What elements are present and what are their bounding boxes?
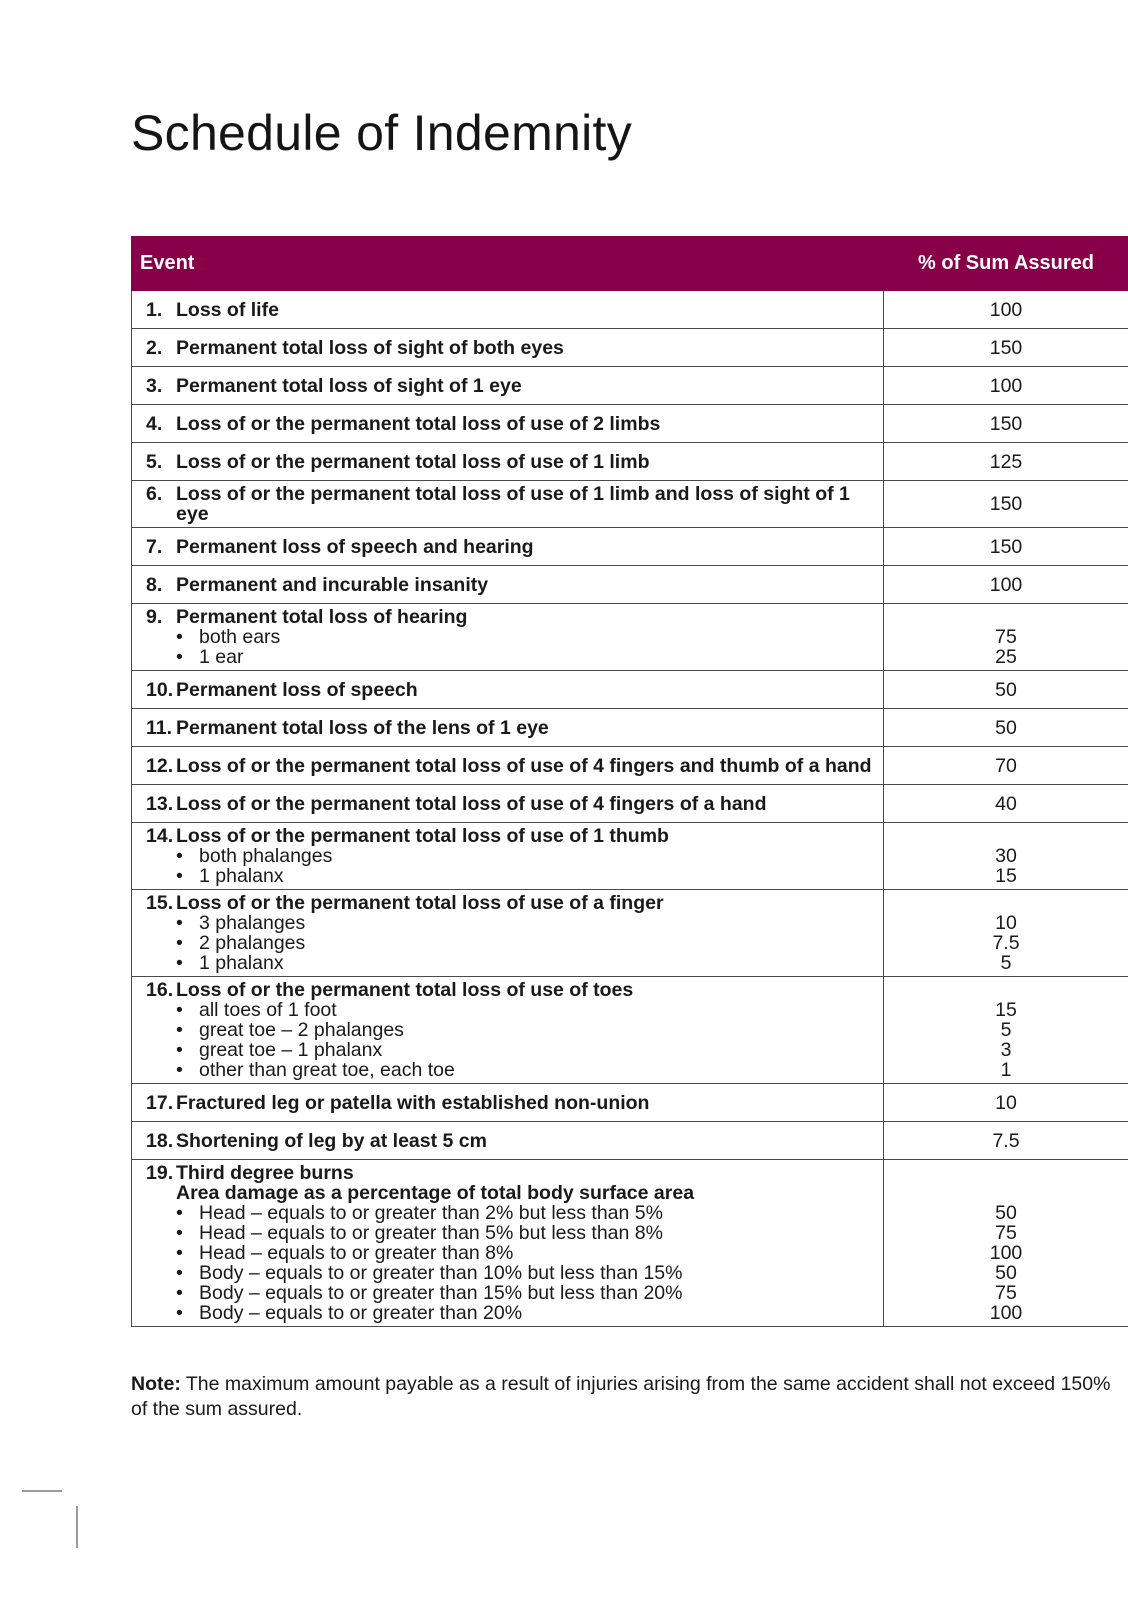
event-title: [146, 1163, 875, 1183]
percent-value: 100: [989, 374, 1023, 397]
list-item: • great toe – 1 phalanx: [176, 1040, 875, 1060]
percent-value: 75: [995, 626, 1017, 648]
event-cell: [132, 709, 884, 747]
event-number: 17.: [146, 1091, 174, 1114]
table-row: [132, 747, 1128, 785]
list-item: • 3 phalanges: [176, 913, 875, 933]
event-cell: [132, 405, 884, 443]
table-row: [132, 367, 1128, 405]
percent-cell: [884, 890, 1128, 977]
list-item: • other than great toe, each toe: [176, 1060, 875, 1080]
percent-cell: [884, 481, 1128, 528]
table-row: [132, 329, 1128, 367]
event-text: Permanent total loss of sight of 1 eye: [176, 374, 522, 397]
page-title: Schedule of Indemnity: [131, 105, 633, 161]
percent-cell: [884, 785, 1128, 823]
list-item: • Body – equals to or greater than 15% but less than 20%: [176, 1283, 875, 1303]
table-row: [132, 481, 1128, 528]
table-row: [132, 890, 1128, 977]
percent-cell: [884, 528, 1128, 566]
event-cell: [132, 977, 884, 1084]
percent-value: 7.5: [992, 932, 1020, 954]
list-item: • both ears: [176, 627, 875, 647]
list-item: • Head – equals to or greater than 2% but less than 5%: [176, 1203, 875, 1223]
event-cell: [132, 823, 884, 890]
event-title: [146, 893, 875, 913]
table-row: [132, 528, 1128, 566]
percent-cell: [884, 443, 1128, 481]
event-cell: [132, 1160, 884, 1327]
event-title: [146, 300, 875, 320]
list-item: • Head – equals to or greater than 8%: [176, 1243, 875, 1263]
percent-value: 3: [1000, 1039, 1012, 1061]
percent-value: 10: [995, 912, 1017, 934]
percent-value: 150: [989, 493, 1023, 515]
event-title: [146, 607, 875, 627]
event-title: [146, 338, 875, 358]
event-text: Permanent loss of speech and hearing: [176, 535, 534, 558]
table-row: [132, 977, 1128, 1084]
event-number: 16.: [146, 979, 174, 1001]
table-row: [132, 405, 1128, 443]
event-cell: [132, 747, 884, 785]
event-number: 12.: [146, 754, 174, 777]
event-text: Loss of or the permanent total loss of use of toes: [176, 979, 634, 1001]
event-title: [146, 756, 875, 776]
event-cell: [132, 604, 884, 671]
percent-cell: [884, 604, 1128, 671]
percent-spacer: [888, 1183, 1124, 1203]
event-cell: [132, 329, 884, 367]
table-body: [132, 291, 1128, 1327]
percent-value: 150: [989, 336, 1023, 359]
percent-cell: [884, 1160, 1128, 1327]
percent-spacer: [888, 826, 1124, 846]
event-cell: [132, 1084, 884, 1122]
event-title: [146, 414, 875, 434]
event-text: Permanent total loss of the lens of 1 eye: [176, 716, 549, 739]
event-cell: [132, 785, 884, 823]
table-row: [132, 1122, 1128, 1160]
event-cell: [132, 528, 884, 566]
table-row: [132, 566, 1128, 604]
percent-value: 10: [995, 1091, 1017, 1114]
event-text: Loss of or the permanent total loss of use of 4 fingers of a hand: [176, 792, 767, 815]
percent-cell: [884, 329, 1128, 367]
event-number: 10.: [146, 678, 174, 701]
table-header-row: [132, 237, 1128, 291]
event-cell: [132, 890, 884, 977]
event-number: 7.: [146, 535, 163, 558]
percent-spacer: [888, 607, 1124, 627]
table-row: [132, 291, 1128, 329]
percent-cell: [884, 405, 1128, 443]
event-title: [146, 484, 875, 524]
percent-value: 15: [995, 999, 1017, 1021]
percent-value: 50: [995, 678, 1017, 701]
event-text: Permanent loss of speech: [176, 678, 418, 701]
event-text: Loss of or the permanent total loss of use of a finger: [176, 892, 664, 914]
percent-value: 5: [1000, 952, 1012, 974]
event-text: Loss of or the permanent total loss of use of 1 limb: [176, 450, 650, 473]
percent-spacer: [888, 980, 1124, 1000]
percent-value: 150: [989, 412, 1023, 435]
event-text: Loss of or the permanent total loss of use of 1 limb and loss of sight of 1 eye: [176, 483, 850, 525]
event-number: 5.: [146, 450, 163, 473]
percent-value: 40: [995, 792, 1017, 815]
percent-spacer: [888, 893, 1124, 913]
percent-value: 100: [989, 1242, 1023, 1264]
event-number: 18.: [146, 1129, 174, 1152]
percent-value: 50: [995, 1202, 1017, 1224]
event-number: 15.: [146, 892, 174, 914]
table-row: [132, 823, 1128, 890]
list-item: • 1 phalanx: [176, 953, 875, 973]
event-cell: [132, 291, 884, 329]
percent-cell: [884, 1084, 1128, 1122]
percent-value: 70: [995, 754, 1017, 777]
event-cell: [132, 1122, 884, 1160]
percent-cell: [884, 1122, 1128, 1160]
note-text: The maximum amount payable as a result of injuries arising from the same accident shall not exceed 150% of the sum assured.: [131, 1373, 1111, 1420]
percent-value: 75: [995, 1282, 1017, 1304]
table-row: [132, 443, 1128, 481]
percent-cell: [884, 671, 1128, 709]
list-item: • great toe – 2 phalanges: [176, 1020, 875, 1040]
footer-dash-divider: [22, 1490, 62, 1492]
event-text: Permanent total loss of hearing: [176, 606, 468, 628]
event-text: Fractured leg or patella with established non-union: [176, 1091, 650, 1114]
event-sublist: [146, 1203, 875, 1323]
event-sublist: [146, 846, 875, 886]
event-text: Third degree burns: [176, 1162, 354, 1184]
header-percent: % of Sum Assured: [884, 237, 1128, 291]
event-number: 19.: [146, 1162, 174, 1184]
event-number: 9.: [146, 606, 163, 628]
percent-value: 100: [989, 1302, 1023, 1324]
percent-cell: [884, 291, 1128, 329]
percent-value: 50: [995, 1262, 1017, 1284]
event-cell: [132, 671, 884, 709]
event-title: [146, 452, 875, 472]
event-title: [146, 575, 875, 595]
table-row: [132, 1160, 1128, 1327]
list-item: • all toes of 1 foot: [176, 1000, 875, 1020]
event-cell: [132, 367, 884, 405]
event-title: [146, 1131, 875, 1151]
event-title: [146, 980, 875, 1000]
event-text: Loss of or the permanent total loss of use of 2 limbs: [176, 412, 661, 435]
list-item: • 2 phalanges: [176, 933, 875, 953]
percent-value: 50: [995, 716, 1017, 739]
event-text: Loss of or the permanent total loss of use of 1 thumb: [176, 825, 669, 847]
event-text: Permanent and incurable insanity: [176, 573, 489, 596]
percent-value: 100: [989, 298, 1023, 321]
event-title: [146, 718, 875, 738]
percent-value: 30: [995, 845, 1017, 867]
table-row: [132, 709, 1128, 747]
event-cell: [132, 481, 884, 528]
percent-value: 25: [995, 646, 1017, 668]
percent-value: 125: [989, 450, 1023, 473]
percent-value: 150: [989, 535, 1023, 558]
list-item: • 1 phalanx: [176, 866, 875, 886]
percent-value: 1: [1000, 1059, 1012, 1081]
percent-value: 100: [989, 573, 1023, 596]
event-title: [146, 826, 875, 846]
event-sublist: [146, 627, 875, 667]
list-item: • Body – equals to or greater than 10% but less than 15%: [176, 1263, 875, 1283]
event-number: 6.: [146, 483, 163, 505]
event-text: Permanent total loss of sight of both eyes: [176, 336, 564, 359]
list-item: • Body – equals to or greater than 20%: [176, 1303, 875, 1323]
list-item: • both phalanges: [176, 846, 875, 866]
event-number: 3.: [146, 374, 163, 397]
table-row: [132, 785, 1128, 823]
event-number: 2.: [146, 336, 163, 359]
event-cell: [132, 443, 884, 481]
percent-cell: [884, 367, 1128, 405]
event-title: [146, 1093, 875, 1113]
note: [131, 1372, 1111, 1422]
percent-value: 7.5: [992, 1129, 1020, 1152]
percent-value: 5: [1000, 1019, 1012, 1041]
event-sublist: [146, 1000, 875, 1080]
event-cell: [132, 566, 884, 604]
event-title: [146, 680, 875, 700]
event-subheading: Area damage as a percentage of total body surface area: [176, 1182, 695, 1204]
percent-value: 15: [995, 865, 1017, 887]
header-event: Event: [132, 237, 884, 291]
percent-cell: [884, 823, 1128, 890]
list-item: • Head – equals to or greater than 5% but less than 8%: [176, 1223, 875, 1243]
note-label: Note:: [131, 1373, 181, 1395]
event-number: 1.: [146, 298, 163, 321]
percent-cell: [884, 977, 1128, 1084]
event-sublist: [146, 913, 875, 973]
event-number: 11.: [146, 716, 173, 739]
percent-value: 75: [995, 1222, 1017, 1244]
list-item: • 1 ear: [176, 647, 875, 667]
percent-cell: [884, 709, 1128, 747]
indemnity-table: [131, 236, 1128, 1327]
event-title: [146, 376, 875, 396]
event-text: Loss of or the permanent total loss of use of 4 fingers and thumb of a hand: [176, 754, 872, 777]
event-number: 13.: [146, 792, 174, 815]
event-text: Loss of life: [176, 298, 279, 321]
event-number: 8.: [146, 573, 163, 596]
footer-vertical-divider: [76, 1506, 78, 1548]
percent-cell: [884, 747, 1128, 785]
percent-spacer: [888, 1163, 1124, 1183]
table-row: [132, 1084, 1128, 1122]
event-text: Shortening of leg by at least 5 cm: [176, 1129, 487, 1152]
table-row: [132, 604, 1128, 671]
percent-cell: [884, 566, 1128, 604]
event-title: [146, 794, 875, 814]
event-title: [146, 537, 875, 557]
table-row: [132, 671, 1128, 709]
event-number: 4.: [146, 412, 163, 435]
event-number: 14.: [146, 825, 174, 847]
